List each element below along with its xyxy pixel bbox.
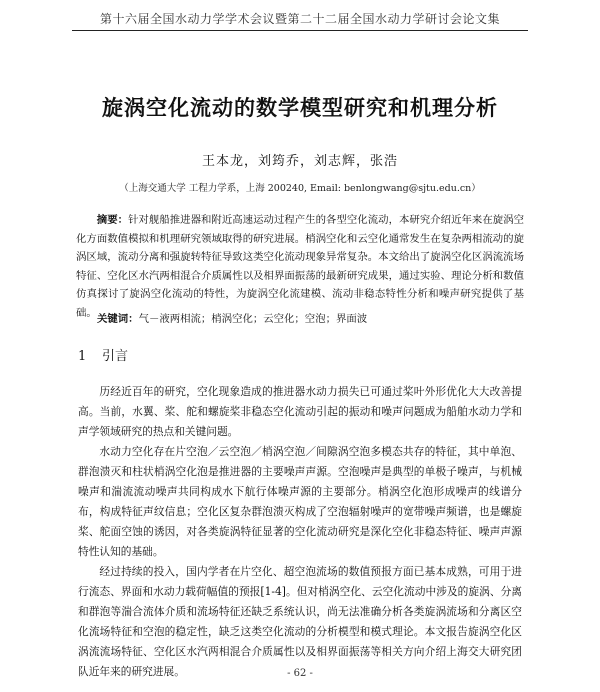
keywords-text: 气－液两相流；梢涡空化；云空化；空泡；界面波 — [138, 313, 368, 325]
abstract-label: 摘要： — [96, 214, 129, 226]
keywords-label: 关键词： — [97, 313, 139, 325]
body-paragraph: 经过持续的投入，国内学者在片空化、超空泡流场的数值预报方面已基本成熟，可用于进行流态、界面和水动力载荷幅值的预报[1-4]。但对梢涡空化、云空化流动中涉及的旋涡、分离和群泡等湍合流体介质和流场特征还缺乏系统认识，尚无法准确分析各类旋涡流场和分离区空化流场特征和空泡的稳定性，缺乏这类空化流动的分析模型和模式理论。本文报告旋涡空化区涡流流场特征、空化区水汽两相混合介质属性以及相界面振荡等相关方向介绍上海交大研究团队近年来的研究进展。 — [78, 565, 522, 678]
header-rule — [72, 30, 528, 31]
section-title: 引言 — [102, 349, 129, 364]
keywords-block — [97, 310, 524, 328]
abstract-block — [76, 211, 524, 322]
paper-title: 旋涡空化流动的数学模型研究和机理分析 — [102, 95, 498, 120]
affiliation-line: （上海交通大学 工程力学系，上海 200240, Email: benlongwang@sjtu.edu.cn） — [119, 183, 481, 194]
abstract-text: 针对舰船推进器和附近高速运动过程产生的各型空化流动，本研究介绍近年来在旋涡空化方面数值模拟和机理研究领域取得的研究进展。梢涡空化和云空化通常发生在复杂两相流动的旋涡区域，流动分离和强旋转特征导致这类空化流动现象异常复杂。本文给出了旋涡空化区涡流流场特征、空化区水汽两相混合介质属性以及相界面振荡的最新研究成果，通过实验、理论分析和数值仿真探讨了旋涡空化流动的特性，为旋涡空化流建模、流动非稳态特性分析和噪声研究提供了基础。 — [76, 214, 525, 319]
section-number: 1 — [78, 349, 87, 364]
body-paragraph: 水动力空化存在片空泡／云空泡／梢涡空泡／间隙涡空泡多模态共存的特征，其中单泡、群泡溃灭和柱状梢涡空化泡是推进器的主要噪声声源。空泡噪声是典型的单极子噪声，与机械噪声和湍流流动噪声共同构成水下航行体噪声源的主要部分。梢涡空化泡形成噪声的线谱分布，构成特征声纹信息；空化区复杂群泡溃灭构成了空泡辐射噪声的宽带噪声频谱，也是螺旋桨、舵面空蚀的诱因，对各类旋涡特征显著的空化流动研究是深化空化非稳态特征、噪声声源特性认知的基础。 — [78, 445, 522, 558]
body-paragraph: 历经近百年的研究，空化现象造成的推进器水动力损失已可通过桨叶外形优化大大改善提高。当前，水翼、桨、舵和螺旋桨非稳态空化流动引起的振动和噪声问题成为船舶水动力学和声学领域研究的热点和关键问题。 — [78, 385, 522, 438]
page-number: - 62 - — [287, 668, 313, 679]
running-head: 第十六届全国水动力学学术会议暨第二十二届全国水动力学研讨会论文集 — [99, 12, 500, 26]
author-list: 王本龙，刘筠乔，刘志辉，张浩 — [201, 154, 398, 169]
section-heading — [78, 345, 128, 364]
